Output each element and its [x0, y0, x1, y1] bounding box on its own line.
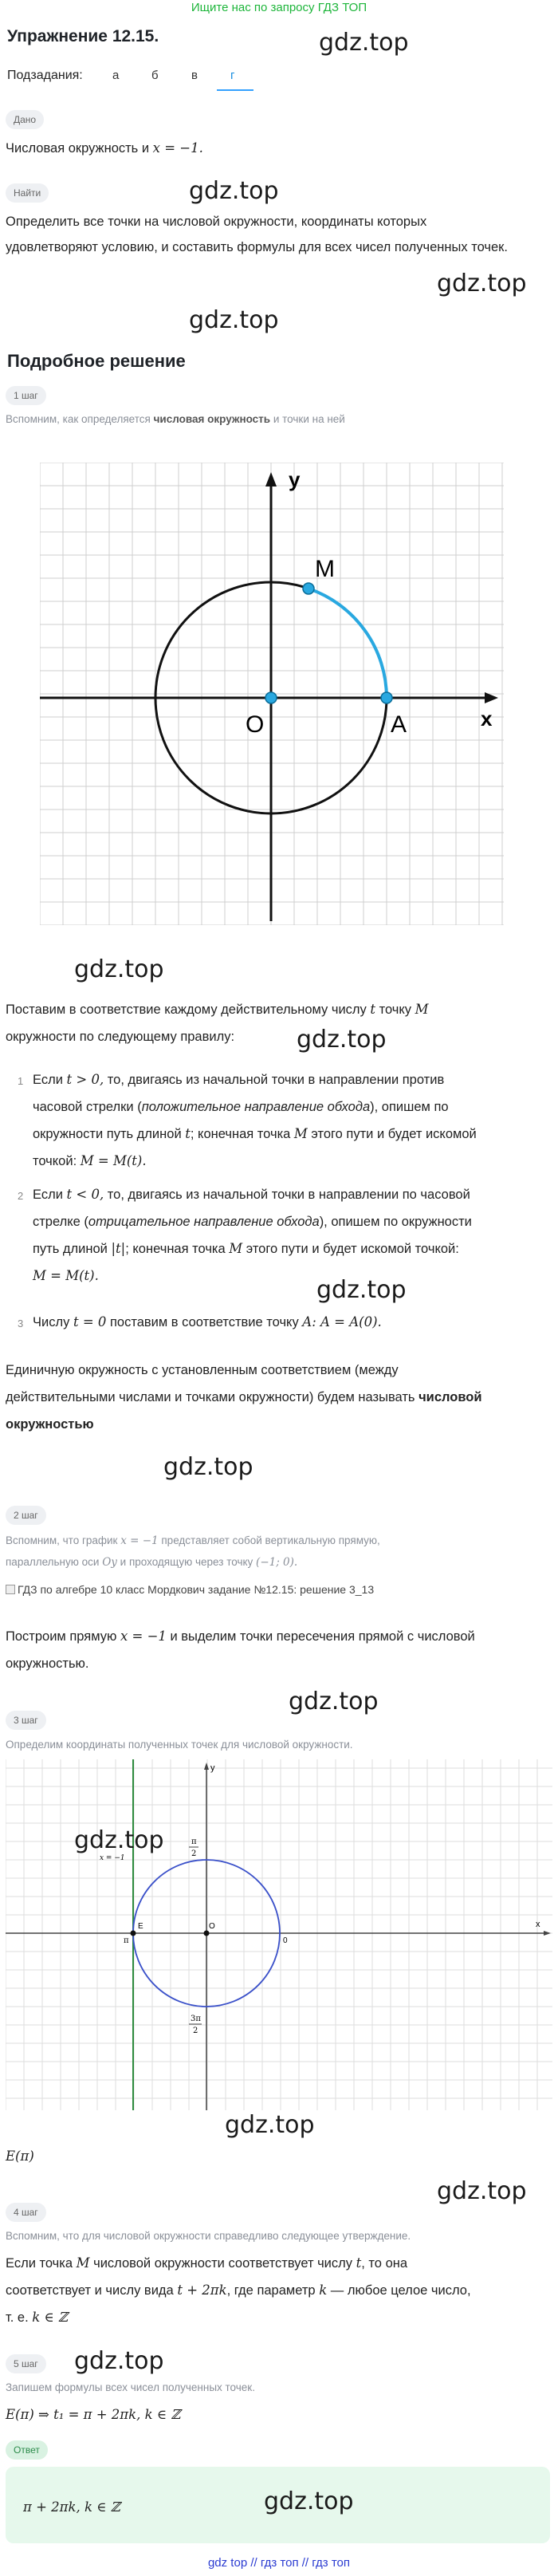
- find-text: Определить все точки на числовой окружности, координаты которых удовлетворяют условию, и составить формулы для всех чисел полученных точек.: [6, 215, 508, 254]
- page-title: Упражнение 12.15.: [7, 27, 159, 45]
- a-label: A: [391, 711, 407, 738]
- watermark: gdz.top: [74, 955, 164, 983]
- list2-line4: M = M(t).: [33, 1268, 99, 1283]
- y-label: y: [289, 467, 301, 491]
- three-pi-half-top: 3π: [191, 2015, 201, 2023]
- given-chip: Дано: [6, 110, 44, 129]
- tab-b[interactable]: б: [151, 69, 159, 82]
- watermark: gdz.top: [316, 1276, 407, 1304]
- step4-chip: 4 шаг: [6, 2203, 46, 2222]
- watermark: gdz.top: [163, 1453, 253, 1481]
- watermark: gdz.top: [289, 1688, 379, 1715]
- step2-para-line1: Построим прямую x = −1 и выделим точки пересечения прямой с числовой: [6, 1629, 475, 1644]
- line-intersection-figure: [6, 1759, 552, 2110]
- step2-chip: 2 шаг: [6, 1506, 46, 1525]
- three-pi-half-bot: 2: [193, 2027, 198, 2035]
- step1-para2-line3: окружностью: [6, 1417, 94, 1432]
- pi-half-bot: 2: [191, 1849, 197, 1858]
- list-number: 1: [18, 1075, 24, 1087]
- step1-chip: 1 шаг: [6, 386, 46, 405]
- footer-links[interactable]: gdz top // гдз топ // гдз топ: [207, 2556, 351, 2570]
- step4-line3: т. е. k ∈ ℤ: [6, 2310, 68, 2325]
- watermark: gdz.top: [437, 270, 527, 297]
- o-label: O: [246, 711, 265, 738]
- step3-result: E(π): [6, 2149, 34, 2164]
- watermark: gdz.top: [225, 2111, 315, 2139]
- x-label: x: [536, 1920, 540, 1929]
- step2-para-line2: окружностью.: [6, 1656, 89, 1671]
- list-number: 3: [18, 1318, 24, 1329]
- solution-heading: Подробное решение: [7, 351, 186, 371]
- watermark: gdz.top: [74, 2347, 164, 2375]
- step2-desc-line2: параллельную оси Oy и проходящую через точку (−1; 0).: [6, 1556, 298, 1569]
- step4-desc: Вспомним, что для числовой окружности справедливо следующее утверждение.: [6, 2230, 411, 2242]
- watermark: gdz.top: [189, 306, 279, 334]
- list-number: 2: [18, 1190, 24, 1202]
- point-o: [204, 1931, 210, 1936]
- watermark: gdz.top: [437, 2177, 527, 2205]
- m-label: M: [315, 556, 335, 582]
- step1-desc: Вспомним, как определяется числовая окружность и точки на ней: [6, 413, 345, 425]
- step3-chip: 3 шаг: [6, 1711, 46, 1730]
- watermark: gdz.top: [189, 177, 279, 205]
- step1-para1-line2: окружности по следующему правилу:: [6, 1030, 235, 1044]
- watermark: gdz.top: [319, 29, 409, 57]
- e-label: E: [138, 1922, 143, 1931]
- pi-half-top: π: [191, 1837, 197, 1846]
- point-m: [303, 583, 314, 594]
- list1-line1: Если t > 0, то, двигаясь из начальной точки в направлении против: [33, 1072, 445, 1087]
- number-circle-figure: [40, 463, 504, 925]
- subtasks-label: Подзадания:: [7, 69, 83, 82]
- zero-label: 0: [283, 1936, 288, 1945]
- list2-line3: путь длиной |t|; конечная точка M этого пути и будет искомой точкой:: [33, 1241, 459, 1256]
- point-a: [381, 692, 392, 703]
- answer-chip: Ответ: [6, 2440, 48, 2460]
- list1-line3: окружности путь длиной t; конечная точка M этого пути и будет искомой: [33, 1126, 477, 1141]
- top-banner[interactable]: Ищите нас по запросу ГДЗ ТОП: [191, 1, 367, 14]
- watermark: gdz.top: [74, 1826, 164, 1854]
- step1-para2-line2: действительными числами и точками окружности) будем называть числовой: [6, 1390, 482, 1404]
- y-axis-arrow: [265, 472, 277, 486]
- tab-a[interactable]: а: [112, 69, 120, 82]
- tab-g-active[interactable]: г: [230, 69, 235, 82]
- tab-v[interactable]: в: [191, 69, 198, 82]
- point-e: [131, 1931, 136, 1936]
- answer-formula: π + 2πk, k ∈ ℤ: [23, 2499, 120, 2515]
- step3-desc: Определим координаты полученных точек для числовой окружности.: [6, 1739, 353, 1751]
- active-tab-indicator: [217, 89, 253, 91]
- x-axis-arrow: [544, 1931, 551, 1936]
- given-text: Числовая окружность и x = −1.: [6, 140, 203, 156]
- list2-line2: стрелке (отрицательное направление обхода), опишем по окружности: [33, 1215, 472, 1229]
- grid2: [6, 1759, 552, 2110]
- point-o: [265, 692, 277, 703]
- broken-image: ГДЗ по алгебре 10 класс Мордкович задание №12.15: решение 3_13: [6, 1583, 476, 1597]
- list1-line4: точкой: M = M(t).: [33, 1153, 147, 1168]
- list2-line1: Если t < 0, то, двигаясь из начальной точки в направлении по часовой: [33, 1187, 470, 1202]
- line-label: x = −1: [100, 1854, 125, 1862]
- step4-line1: Если точка M числовой окружности соответствует числу t, то она: [6, 2255, 408, 2271]
- step1-para2-line1: Единичную окружность с установленным соответствием (между: [6, 1363, 399, 1377]
- y-axis-arrow: [204, 1763, 209, 1770]
- pi-label: π: [124, 1936, 129, 1945]
- x-label: x: [481, 707, 493, 731]
- broken-image-icon: [6, 1585, 15, 1594]
- arc-a-to-m: [308, 589, 387, 698]
- step5-chip: 5 шаг: [6, 2354, 46, 2373]
- find-chip: Найти: [6, 183, 49, 203]
- list3-line1: Числу t = 0 поставим в соответствие точку A: A = A(0).: [33, 1314, 382, 1329]
- list1-line2: часовой стрелки (положительное направление обхода), опишем по: [33, 1100, 449, 1114]
- step5-formula: E(π) ⇒ t₁ = π + 2πk, k ∈ ℤ: [6, 2407, 181, 2422]
- watermark: gdz.top: [264, 2487, 354, 2515]
- o-label: O: [209, 1922, 215, 1931]
- step2-desc-line1: Вспомним, что график x = −1 представляет собой вертикальную прямую,: [6, 1534, 380, 1547]
- y-label: y: [210, 1763, 215, 1773]
- watermark: gdz.top: [297, 1026, 387, 1054]
- step4-line2: соответствует и числу вида t + 2πk, где параметр k — любое целое число,: [6, 2283, 471, 2298]
- step1-para1-line1: Поставим в соответствие каждому действительному числу t точку M: [6, 1002, 429, 1017]
- step5-desc: Запишем формулы всех чисел полученных точек.: [6, 2381, 255, 2393]
